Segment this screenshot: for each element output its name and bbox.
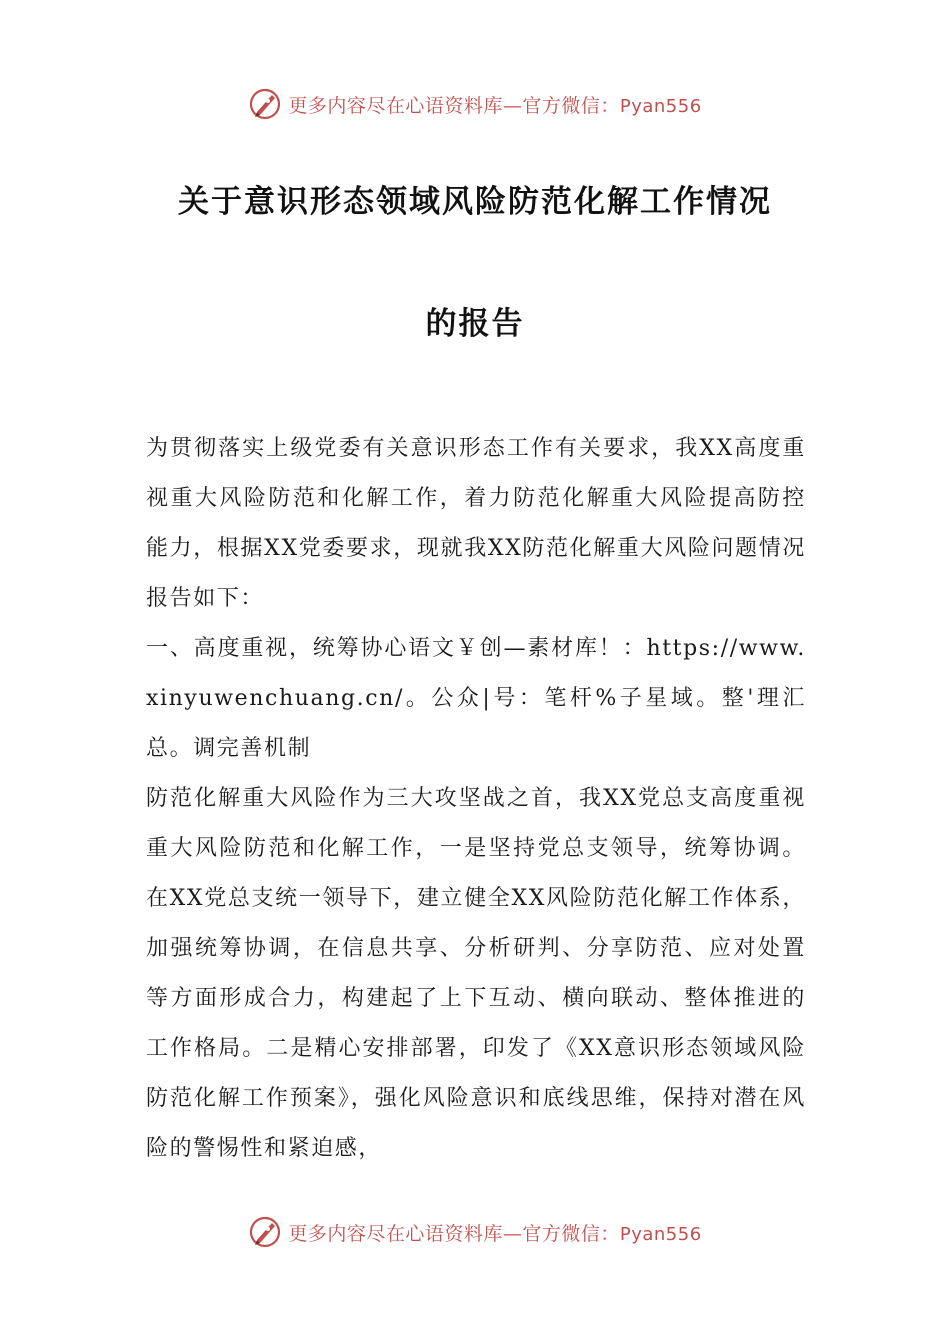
document-title-line-1: 关于意识形态领域风险防范化解工作情况 [178, 184, 772, 220]
header-watermark [0, 84, 950, 124]
footer-watermark [0, 1212, 950, 1252]
document-body [146, 424, 806, 1174]
watermark-text: 更多内容尽在心语资料库—官方微信：Pyan556 [288, 94, 702, 117]
paragraph-section-heading: 一、高度重视，统筹协心语文￥创—素材库！：https://www.xinyuwenchuang.cn/。公众|号：笔杆%子星域。整'理汇总。调完善机制 [146, 636, 806, 761]
pen-logo-icon [248, 87, 282, 121]
watermark-text: 更多内容尽在心语资料库—官方微信：Pyan556 [288, 1222, 702, 1245]
paragraph-intro: 为贯彻落实上级党委有关意识形态工作有关要求，我XX高度重视重大风险防范和化解工作，着力防范化解重大风险提高防控能力，根据XX党委要求，现就我XX防范化解重大风险问题情况报告如下： [146, 436, 806, 611]
document-title-line-2: 的报告 [425, 306, 525, 342]
paragraph-section-body: 防范化解重大风险作为三大攻坚战之首，我XX党总支高度重视重大风险防范和化解工作，一是坚持党总支领导，统筹协调。在XX党总支统一领导下，建立健全XX风险防范化解工作体系，加强统筹协调，在信息共享、分析研判、分享防范、应对处置等方面形成合力，构建起了上下互动、横向联动、整体推进的工作格局。二是精心安排部署，印发了《XX意识形态领域风险防范化解工作预案》，强化风险意识和底线思维，保持对潜在风险的警惕性和紧迫感， [146, 786, 806, 1161]
pen-logo-icon [248, 1215, 282, 1249]
